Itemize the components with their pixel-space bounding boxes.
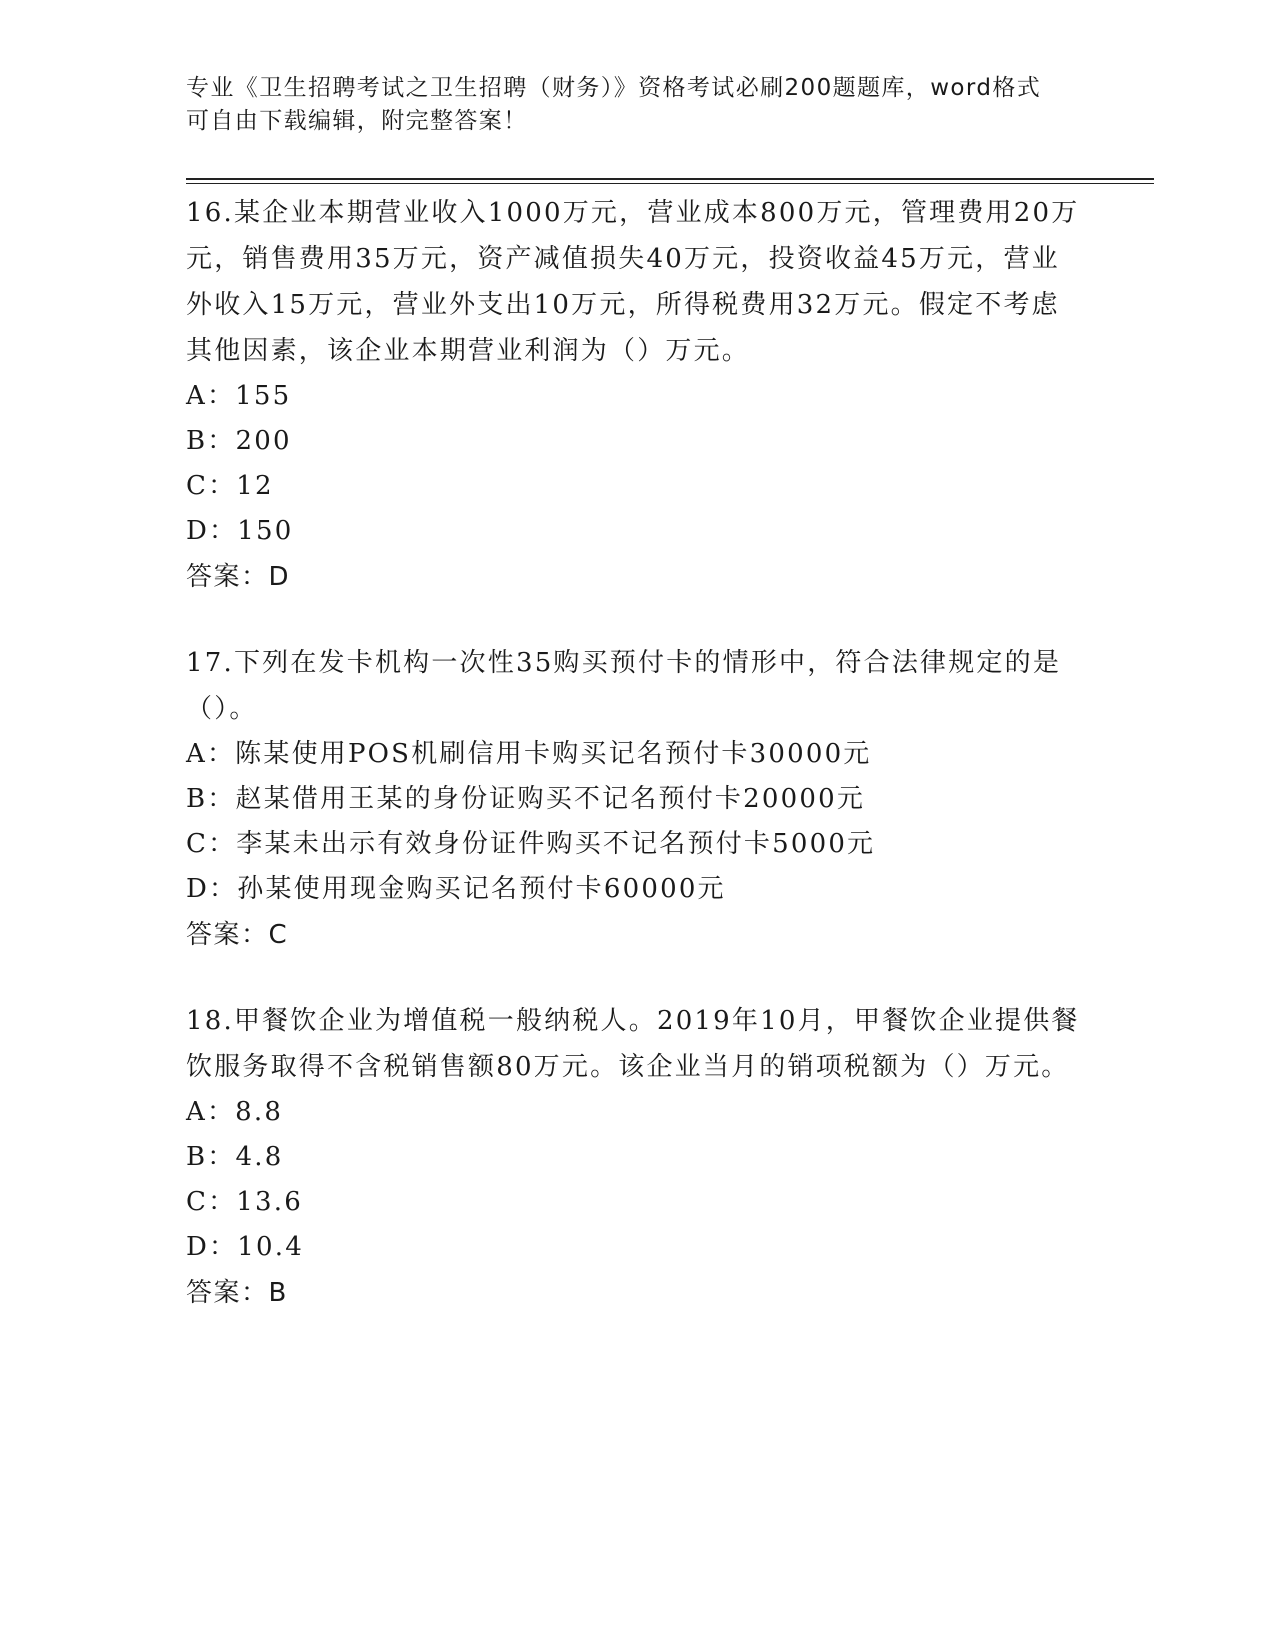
answer-line	[186, 554, 1086, 600]
option-a: A：155	[186, 381, 292, 411]
option-a: A：陈某使用POS机刷信用卡购买记名预付卡30000元	[186, 739, 872, 769]
answer-value: D	[268, 562, 291, 592]
question-stem: 16.某企业本期营业收入1000万元，营业成本800万元，管理费用20万元，销售费用35万元，资产减值损失40万元，投资收益45万元，营业外收入15万元，营业外支出10万元，所得税费用32万元。假定不考虑其他因素，该企业本期营业利润为（）万元。	[186, 198, 1080, 366]
question-17	[186, 640, 1086, 958]
answer-label: 答案：	[186, 562, 269, 592]
option-b: B：4.8	[186, 1142, 284, 1172]
option-c: C：13.6	[186, 1187, 303, 1217]
answer-value: B	[268, 1278, 288, 1308]
option-a: A：8.8	[186, 1097, 284, 1127]
option-c: C：12	[186, 471, 274, 501]
header-title-line-2: 可自由下载编辑，附完整答案！	[186, 108, 528, 134]
question-stem: 17.下列在发卡机构一次性35购买预付卡的情形中，符合法律规定的是（）。	[186, 648, 1062, 724]
answer-line	[186, 1270, 1086, 1316]
question-stem: 18.甲餐饮企业为增值税一般纳税人。2019年10月，甲餐饮企业提供餐饮服务取得不含税销售额80万元。该企业当月的销项税额为（）万元。	[186, 1006, 1080, 1082]
header-divider-thin	[186, 183, 1154, 184]
option-d: D：150	[186, 516, 294, 546]
option-d: D：10.4	[186, 1232, 304, 1262]
question-16	[186, 190, 1086, 600]
question-list	[186, 190, 1086, 1356]
option-d: D：孙某使用现金购买记名预付卡60000元	[186, 874, 726, 904]
answer-label: 答案：	[186, 1278, 269, 1308]
answer-label: 答案：	[186, 920, 269, 950]
document-header	[186, 72, 1076, 138]
option-b: B：赵某借用王某的身份证购买不记名预付卡20000元	[186, 784, 866, 814]
option-c: C：李某未出示有效身份证件购买不记名预付卡5000元	[186, 829, 876, 859]
question-18	[186, 998, 1086, 1316]
header-title-line-1: 专业《卫生招聘考试之卫生招聘（财务）》资格考试必刷200题题库，word格式	[186, 75, 1042, 101]
answer-value: C	[268, 920, 289, 950]
header-divider-thick	[186, 178, 1154, 180]
option-b: B：200	[186, 426, 292, 456]
answer-line	[186, 912, 1086, 958]
